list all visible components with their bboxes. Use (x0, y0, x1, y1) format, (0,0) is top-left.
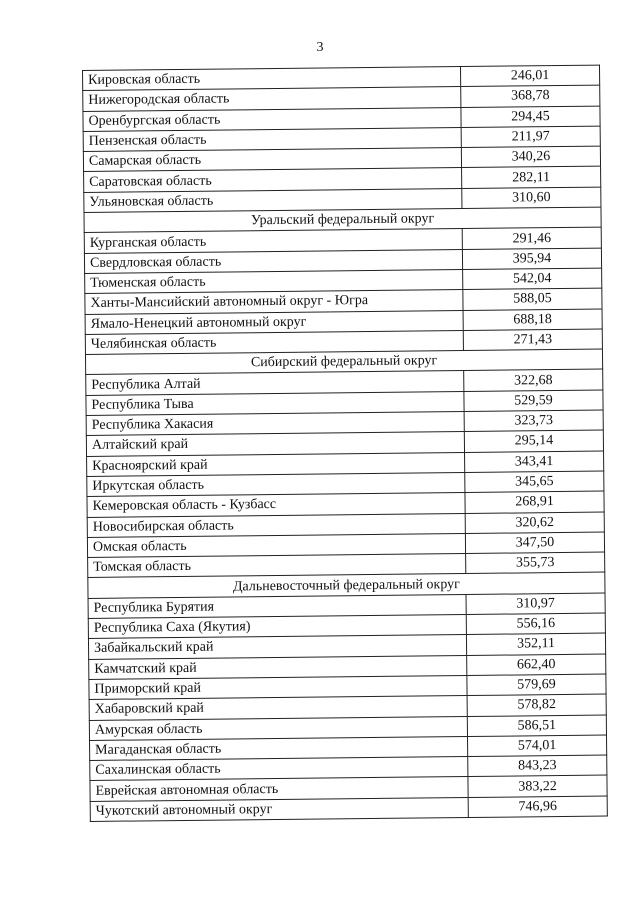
region-value: 295,14 (464, 430, 603, 452)
region-value: 268,91 (465, 491, 604, 513)
region-value: 310,97 (466, 593, 605, 615)
region-name: Алтайский край (86, 432, 464, 456)
region-value: 688,18 (463, 309, 602, 331)
region-name: Ямало-Ненецкий автономный округ (85, 310, 463, 334)
region-name: Иркутская область (87, 472, 465, 496)
region-name: Пензенская область (83, 127, 461, 151)
region-value: 395,94 (462, 248, 601, 270)
region-name: Курганская область (84, 229, 462, 253)
region-value: 340,26 (461, 146, 600, 168)
region-name: Камчатский край (89, 655, 467, 679)
region-name: Республика Бурятия (88, 594, 466, 618)
region-name: Сахалинская область (90, 757, 468, 781)
region-name: Забайкальский край (88, 635, 466, 659)
region-name: Томская область (88, 554, 466, 578)
region-name: Оренбургская область (83, 107, 461, 131)
region-name: Ханты-Мансийский автономный округ - Югра (85, 290, 463, 314)
region-name: Еврейская автономная область (90, 777, 468, 801)
region-name: Новосибирская область (87, 513, 465, 537)
region-value: 843,23 (468, 755, 607, 777)
region-name: Тюменская область (85, 269, 463, 293)
region-value: 271,43 (463, 329, 602, 351)
region-name: Саратовская область (84, 168, 462, 192)
region-value: 291,46 (462, 227, 601, 249)
region-value: 345,65 (465, 471, 604, 493)
region-name: Приморский край (89, 675, 467, 699)
regions-table (82, 65, 608, 822)
region-value: 542,04 (463, 268, 602, 290)
region-value: 529,59 (464, 390, 603, 412)
region-value: 383,22 (468, 775, 607, 797)
region-value: 347,50 (465, 532, 604, 554)
region-name: Республика Саха (Якутия) (88, 615, 466, 639)
region-value: 322,68 (464, 370, 603, 392)
region-name: Нижегородская область (83, 87, 461, 111)
region-value: 586,51 (467, 715, 606, 737)
region-name: Свердловская область (84, 249, 462, 273)
region-name: Хабаровский край (89, 696, 467, 720)
region-value: 310,60 (462, 187, 601, 209)
page-number: 3 (316, 40, 324, 55)
region-value: 211,97 (461, 126, 600, 148)
region-value: 343,41 (465, 451, 604, 473)
region-name: Чукотский автономный округ (90, 797, 468, 821)
region-value: 578,82 (467, 694, 606, 716)
region-name: Республика Алтай (86, 371, 464, 395)
region-value: 355,73 (466, 552, 605, 574)
region-name: Республика Тыва (86, 391, 464, 415)
region-value: 662,40 (467, 654, 606, 676)
region-value: 282,11 (462, 167, 601, 189)
region-value: 246,01 (460, 65, 599, 87)
region-name: Омская область (87, 533, 465, 557)
regions-table-body (83, 65, 608, 821)
district-header: Дальневосточный федеральный округ (88, 572, 605, 598)
region-value: 588,05 (463, 288, 602, 310)
region-name: Республика Хакасия (86, 412, 464, 436)
region-name: Красноярский край (87, 452, 465, 476)
region-name: Кировская область (83, 67, 461, 91)
region-value: 323,73 (464, 410, 603, 432)
region-name: Кемеровская область - Кузбасс (87, 493, 465, 517)
region-value: 368,78 (461, 85, 600, 107)
region-value: 294,45 (461, 106, 600, 128)
region-name: Магаданская область (90, 736, 468, 760)
region-name: Амурская область (89, 716, 467, 740)
region-name: Самарская область (83, 148, 461, 172)
region-name: Челябинская область (85, 330, 463, 354)
region-value: 352,11 (466, 633, 605, 655)
district-header: Сибирский федеральный округ (85, 349, 602, 375)
region-value: 556,16 (466, 613, 605, 635)
region-value: 746,96 (468, 796, 607, 818)
district-header: Уральский федеральный округ (84, 207, 601, 233)
region-value: 320,62 (465, 512, 604, 534)
region-value: 574,01 (467, 735, 606, 757)
region-value: 579,69 (467, 674, 606, 696)
region-name: Ульяновская область (84, 188, 462, 212)
